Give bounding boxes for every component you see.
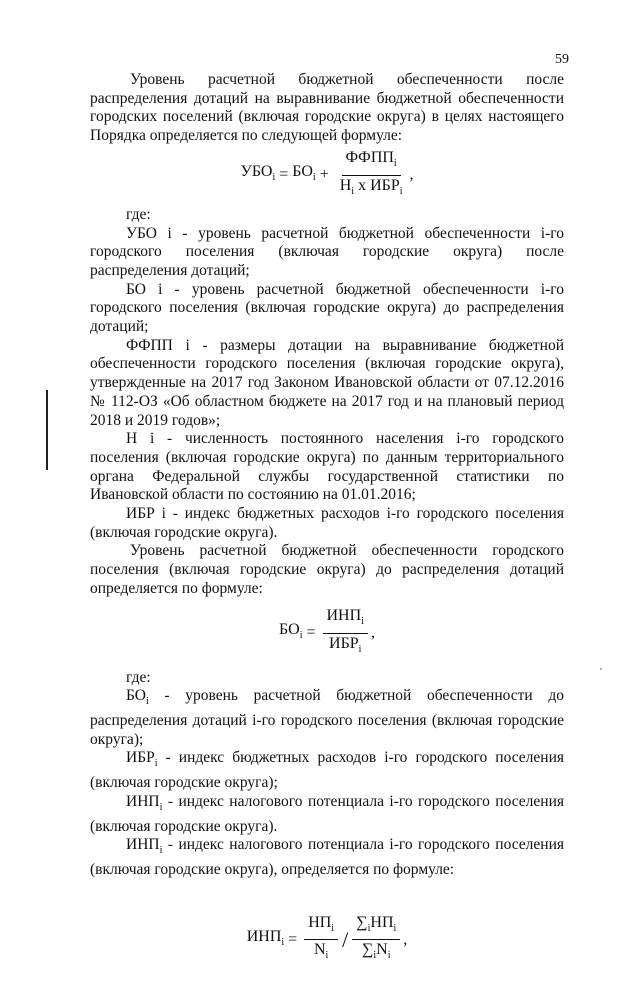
margin-mark	[46, 390, 48, 470]
page-number: 59	[555, 52, 569, 67]
formula-fraction: $\frac{ФФПП_i}{Н_i х ИБР_i}$	[339, 149, 403, 198]
formula-ubo: $УБО_i$ = $БО_i$ + $\frac{ФФПП_i}{Н_i х ИБР_i}$ ,	[90, 146, 564, 206]
definition-inp: $ИНП_i$ - индекс налогового потенциала i-го городского поселения (включая городские округа).	[90, 792, 564, 835]
definition-ffpp: ФФПП i - размеры дотации на выравнивание бюджетной обеспеченности городского поселения (включая городские округа), утвержденные на 2017 год Законом Ивановской области от 07.12.2016 № 112-ОЗ «Об областном бюджете на 2017 год и на плановый период 2018 и 2019 годов»;	[90, 336, 564, 429]
document-body	[90, 71, 564, 1000]
where-label-2: где:	[126, 668, 151, 686]
scan-speck	[600, 668, 602, 670]
formula-inp: $ИНП_i$ = $\frac{НП_i}{N_i}$ / $\frac{\sum_iНП_i}{\sum_iN_i}$ ,	[246, 913, 408, 962]
formula-bo: $БО_i$ = $\frac{ИНП_i}{ИБР_i}$ ,	[279, 607, 375, 656]
where-label: где:	[126, 205, 151, 223]
paragraph-bo: Уровень расчетной бюджетной обеспеченности городского поселения (включая городские округа) до распределения дотаций определяется по формуле:	[90, 542, 564, 597]
intro-paragraph: Уровень расчетной бюджетной обеспеченности после распределения дотаций на выравнивание бюджетной обеспеченности городских поселений (включая городские округа) в целях настоящего Порядка определяется по следующей формуле:	[90, 71, 564, 145]
formula-term: $БО_i$	[292, 163, 316, 184]
definition-ibr-2: $ИБР_i$ - индекс бюджетных расходов i-го городского поселения (включая городские округа);	[90, 749, 564, 792]
formula-lhs: $УБО_i$	[240, 163, 276, 184]
definition-n: Н i - численность постоянного населения i-го городского поселения (включая городские округа) по данным территориального органа Федеральной службы государственной статистики по Ивановской области по состоянию на 01.01.2016;	[90, 430, 564, 504]
definition-inp-formula: $ИНП_i$ - индекс налогового потенциала i-го городского поселения (включая городские округа), определяется по формуле:	[90, 836, 564, 879]
definition-bo-2: $БО_i$ - уровень расчетной бюджетной обеспеченности до распределения дотаций i-го городского поселения (включая городские округа);	[90, 687, 564, 748]
definition-ibr: ИБР i - индекс бюджетных расходов i-го городского поселения (включая городские округа).	[90, 505, 564, 541]
definition-ubo: УБО i - уровень расчетной бюджетной обеспеченности i-го городского поселения (включая городские округа) после распределения дотаций;	[90, 224, 564, 279]
definition-bo: БО i - уровень расчетной бюджетной обеспеченности i-го городского поселения (включая городские округа) до распределения дотаций;	[90, 280, 564, 336]
